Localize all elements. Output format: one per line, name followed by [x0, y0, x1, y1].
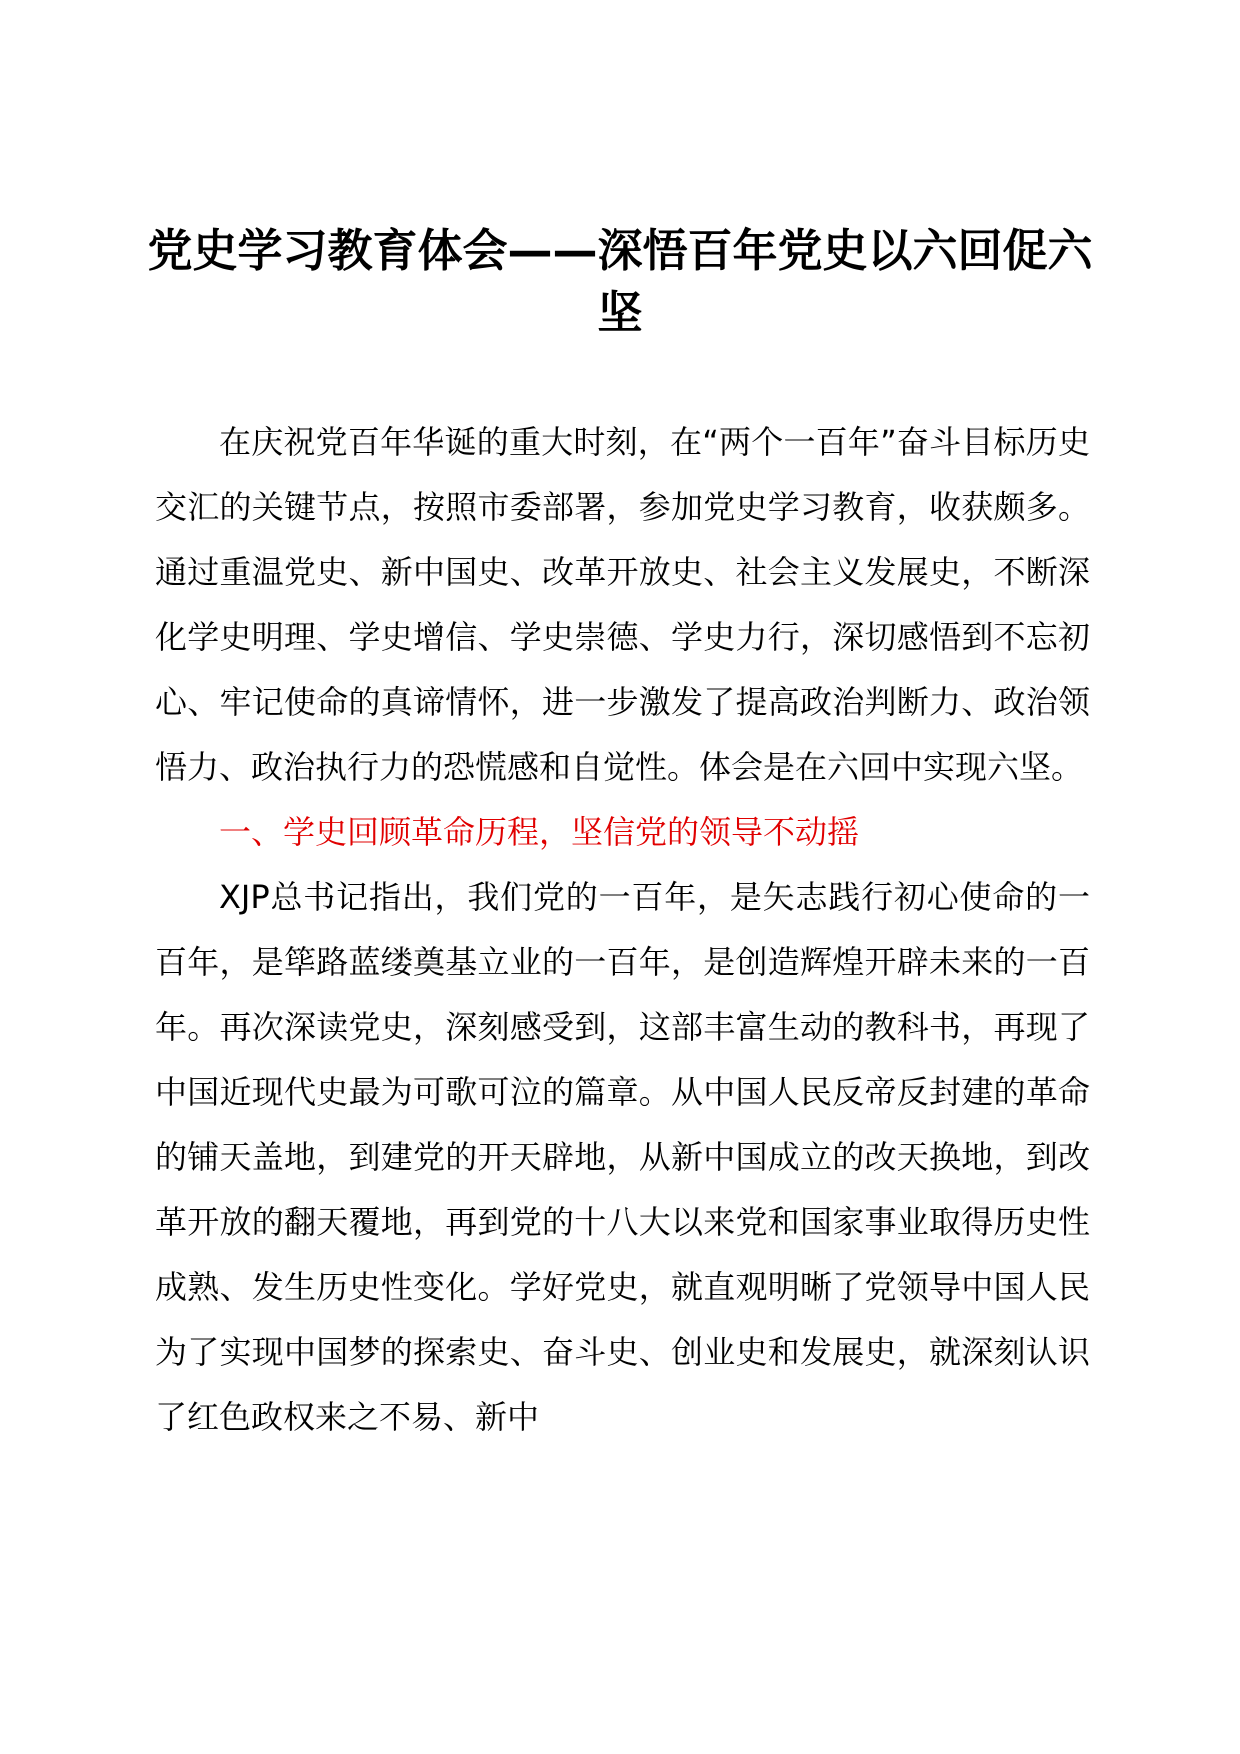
document-title: 党史学习教育体会——深悟百年党史以六回促六坚 [147, 224, 1093, 339]
section-1-paragraph: XJP总书记指出，我们党的一百年，是矢志践行初心使命的一百年，是筚路蓝缕奠基立业的一百年，是创造辉煌开辟未来的一百年。再次深读党史，深刻感受到，这部丰富生动的教科书，再现了中国近现代史最为可歌可泣的篇章。从中国人民反帝反封建的革命的铺天盖地，到建党的开天辟地，从新中国成立的改天换地，到改革开放的翻天覆地，再到党的十八大以来党和国家事业取得历史性成熟、发生历史性变化。学好党史，就直观明晰了党领导中国人民为了实现中国梦的探索史、奋斗史、创业史和发展史，就深刻认识了红色政权来之不易、新中 [155, 878, 1090, 1436]
section-1-heading: 一、学史回顾革命历程，坚信党的领导不动摇 [219, 813, 860, 851]
intro-paragraph: 在庆祝党百年华诞的重大时刻，在“两个一百年”奋斗目标历史交汇的关键节点，按照市委部署，参加党史学习教育，收获颇多。通过重温党史、新中国史、改革开放史、社会主义发展史，不断深化学史明理、学史增信、学史崇德、学史力行，深切感悟到不忘初心、牢记使命的真谛情怀，进一步激发了提高政治判断力、政治领悟力、政治执行力的恐慌感和自觉性。体会是在六回中实现六坚。 [155, 423, 1090, 786]
document-body [155, 410, 1090, 1450]
